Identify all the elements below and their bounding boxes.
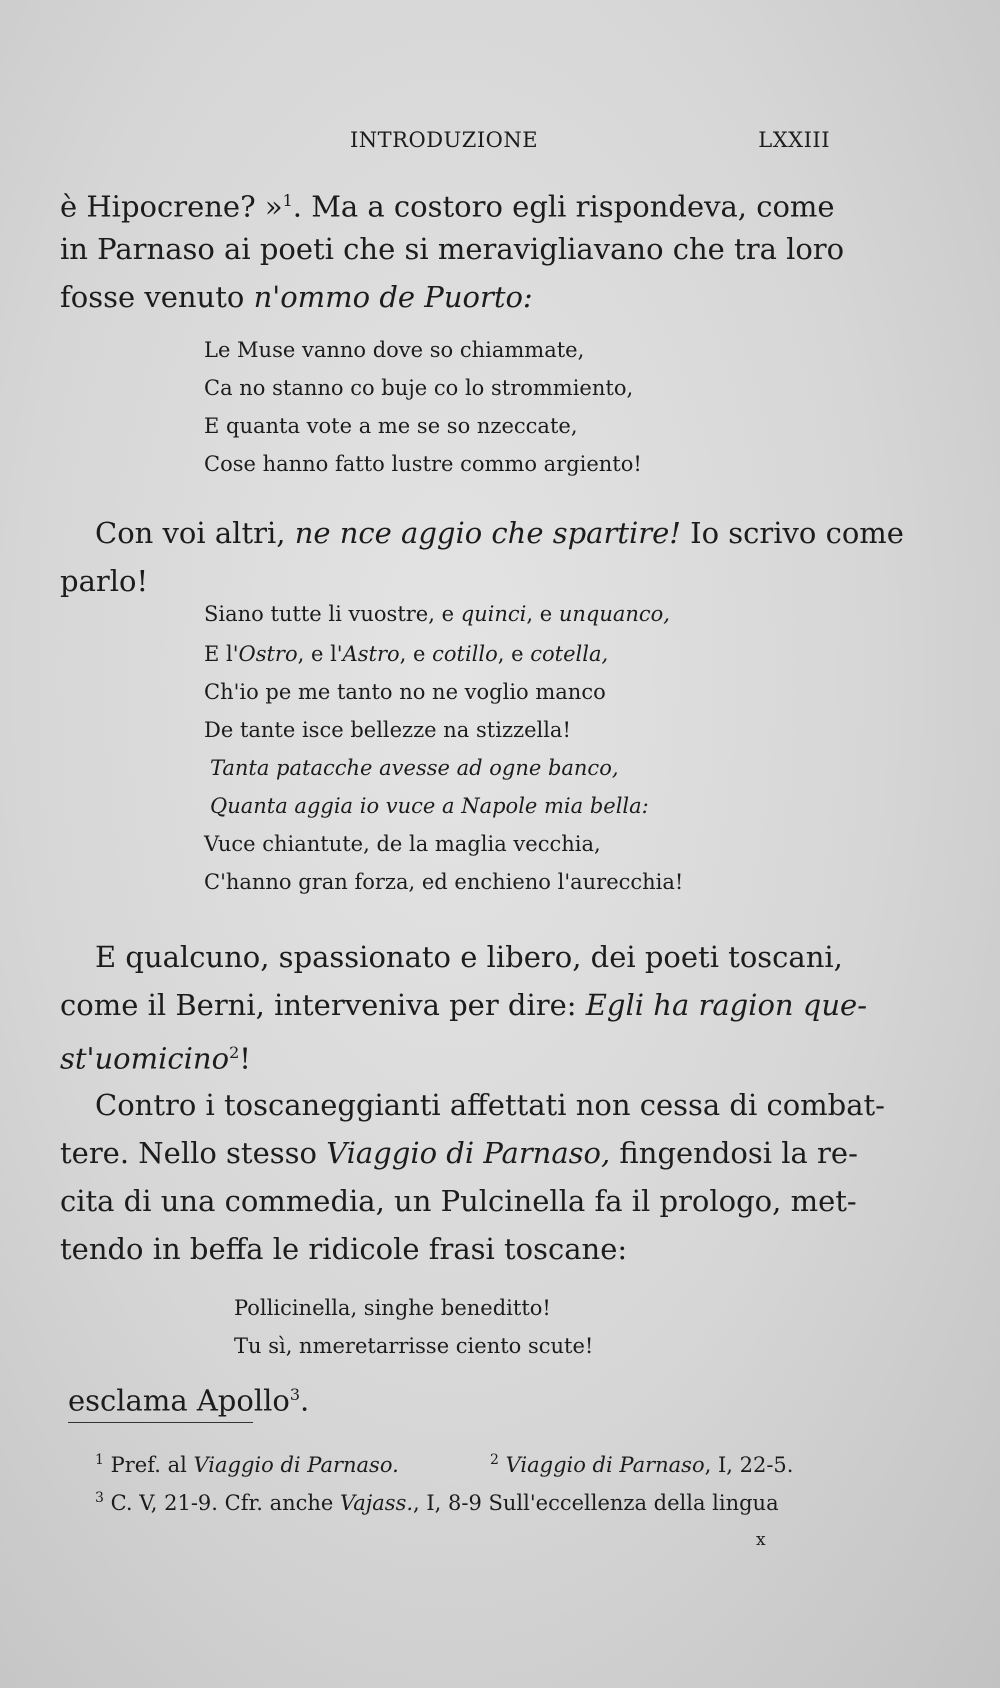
footnote-1: $^1$ Pref. al Viaggio di Parnaso. xyxy=(95,1452,399,1477)
running-header xyxy=(60,128,830,158)
footnote-ref-3: 3 xyxy=(289,1385,301,1404)
signature-mark: x xyxy=(756,1530,766,1550)
verse3-line1: Pollicinella, singhe beneditto! xyxy=(234,1296,551,1320)
verse1-line2: Ca no stanno co buje co lo strommiento, xyxy=(204,376,634,400)
verse2-line6: Quanta aggia io vuce a Napole mia bella: xyxy=(210,794,649,818)
para5-line1: esclama Apollo$^3$. xyxy=(68,1383,310,1418)
para3-line3: st'uomicino$^2$! xyxy=(60,1041,251,1076)
footnote-3: $^3$ C. V, 21-9. Cfr. anche Vajass., I, 8-9 Sull'eccellenza della lingua xyxy=(95,1490,779,1515)
header-title: INTRODUZIONE xyxy=(350,128,539,152)
verse1-line4: Cose hanno fatto lustre commo argiento! xyxy=(204,452,642,476)
verse3-line2: Tu sì, nmeretarrisse ciento scute! xyxy=(234,1334,594,1358)
para4-line2: tere. Nello stesso Viaggio di Parnaso, fingendosi la re- xyxy=(60,1136,858,1170)
para4-line4: tendo in beffa le ridicole frasi toscane: xyxy=(60,1232,628,1266)
para1-line1: è Hipocrene? »$^1$. Ma a costoro egli rispondeva, come xyxy=(60,189,835,224)
page-number: LXXIII xyxy=(758,128,830,152)
verse2-line5: Tanta patacche avesse ad ogne banco, xyxy=(210,756,619,780)
para2-line1: Con voi altri, ne nce aggio che spartire! Io scrivo come xyxy=(95,516,904,550)
verse2-line2: E l'Ostro, e l'Astro, e cotillo, e cotella, xyxy=(204,642,609,666)
para1-line2: in Parnaso ai poeti che si meravigliavano che tra loro xyxy=(60,232,845,266)
para2-line2: parlo! xyxy=(60,564,149,598)
verse2-line4: De tante isce bellezze na stizzella! xyxy=(204,718,571,742)
footnote-2: $^2$ Viaggio di Parnaso, I, 22-5. xyxy=(490,1452,794,1477)
verse1-line3: E quanta vote a me se so nzeccate, xyxy=(204,414,578,438)
para3-line1: E qualcuno, spassionato e libero, dei poeti toscani, xyxy=(95,940,843,974)
verse2-line1: Siano tutte li vuostre, e quinci, e unquanco, xyxy=(204,602,670,626)
footnote-ref-2: 2 xyxy=(229,1043,240,1062)
verse2-line3: Ch'io pe me tanto no ne voglio manco xyxy=(204,680,606,704)
para4-line3: cita di una commedia, un Pulcinella fa il prologo, met- xyxy=(60,1184,857,1218)
para3-line2: come il Berni, interveniva per dire: Egli ha ragion que- xyxy=(60,988,868,1022)
footnote-rule xyxy=(68,1422,253,1423)
footnote-ref-1: 1 xyxy=(282,191,293,210)
verse2-line7: Vuce chiantute, de la maglia vecchia, xyxy=(204,832,601,856)
para1-line3: fosse venuto n'ommo de Puorto: xyxy=(60,280,533,314)
verse2-line8: C'hanno gran forza, ed enchieno l'aurecchia! xyxy=(204,870,684,894)
para4-line1: Contro i toscaneggianti affettati non cessa di combat- xyxy=(95,1088,885,1122)
verse1-line1: Le Muse vanno dove so chiammate, xyxy=(204,338,585,362)
